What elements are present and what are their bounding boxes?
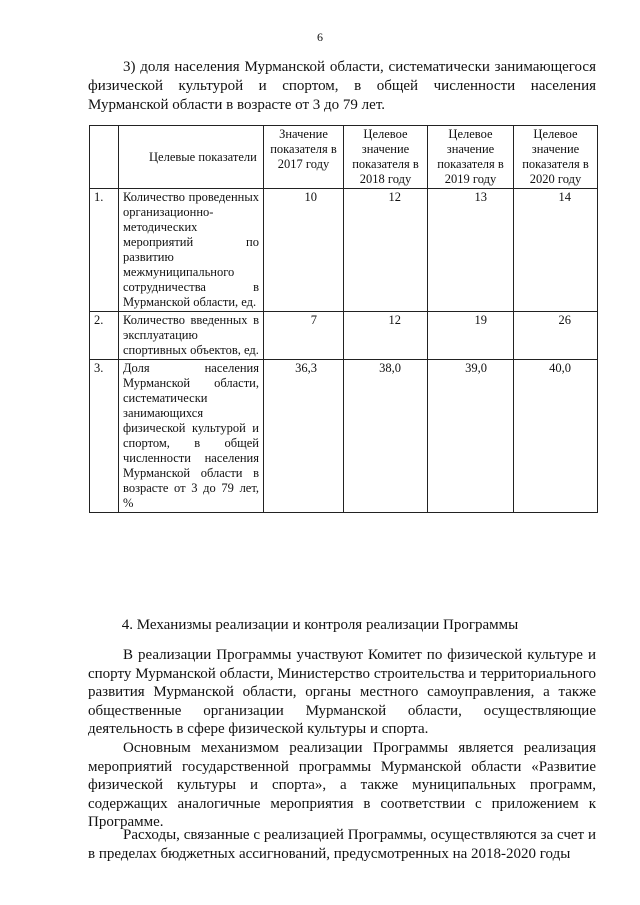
section-paragraph-mechanism: Основным механизмом реализации Программы является реализация мероприятий государственной программы Мурманской области «Развитие физической культуры и спорта», а также муниципальных программ, содержащих аналогичные мероприятия в соответствии с приложением к Программе. xyxy=(88,740,596,830)
value-2020: 40,0 xyxy=(514,360,598,513)
value-2020: 14 xyxy=(514,189,598,312)
table-row xyxy=(90,189,598,312)
row-number: 1. xyxy=(90,189,119,312)
intro-paragraph: 3) доля населения Мурманской области, систематически занимающегося физической культурой и спортом, в общей численности населения Мурманской области в возрасте от 3 до 79 лет. xyxy=(88,59,596,113)
row-indicator-name: Количество введенных в эксплуатацию спортивных объектов, ед. xyxy=(119,312,264,360)
value-2019: 13 xyxy=(428,189,514,312)
value-2018: 12 xyxy=(344,312,428,360)
table-header-row xyxy=(90,126,598,189)
value-2017: 10 xyxy=(264,189,344,312)
value-2017: 7 xyxy=(264,312,344,360)
value-2020: 26 xyxy=(514,312,598,360)
section-paragraph-participants: В реализации Программы участвуют Комитет по физической культуре и спорту Мурманской области, Министерство строительства и территориального развития Мурманской области, органы местного самоуправления, а также общественные организации Мурманской области, осуществляющие деятельность в сфере физической культуры и спорта. xyxy=(88,647,596,737)
value-2018: 12 xyxy=(344,189,428,312)
header-indicators: Целевые показатели xyxy=(119,126,264,189)
header-2018: Целевое значение показателя в 2018 году xyxy=(344,126,428,189)
value-2019: 19 xyxy=(428,312,514,360)
value-2018: 38,0 xyxy=(344,360,428,513)
row-indicator-name: Доля населения Мурманской области, систематически занимающихся физической культурой и спортом, в общей численности населения Мурманской области в возрасте от 3 до 79 лет, % xyxy=(119,360,264,513)
table-row xyxy=(90,360,598,513)
value-2019: 39,0 xyxy=(428,360,514,513)
row-number: 3. xyxy=(90,360,119,513)
header-2019: Целевое значение показателя в 2019 году xyxy=(428,126,514,189)
header-2020: Целевое значение показателя в 2020 году xyxy=(514,126,598,189)
row-number: 2. xyxy=(90,312,119,360)
section-paragraph-expenses: Расходы, связанные с реализацией Программы, осуществляются за счет и в пределах бюджетных ассигнований, предусмотренных на 2018-2020 годы xyxy=(88,827,596,862)
table-row xyxy=(90,312,598,360)
page-number: 6 xyxy=(317,30,323,44)
value-2017: 36,3 xyxy=(264,360,344,513)
header-2017: Значение показателя в 2017 году xyxy=(264,126,344,189)
header-number xyxy=(90,126,119,189)
row-indicator-name: Количество проведенных организационно-методических мероприятий по развитию межмуниципального сотрудничества в Мурманской области, ед. xyxy=(119,189,264,312)
target-indicators-table xyxy=(89,125,598,513)
section-heading: 4. Механизмы реализации и контроля реализации Программы xyxy=(121,617,519,633)
